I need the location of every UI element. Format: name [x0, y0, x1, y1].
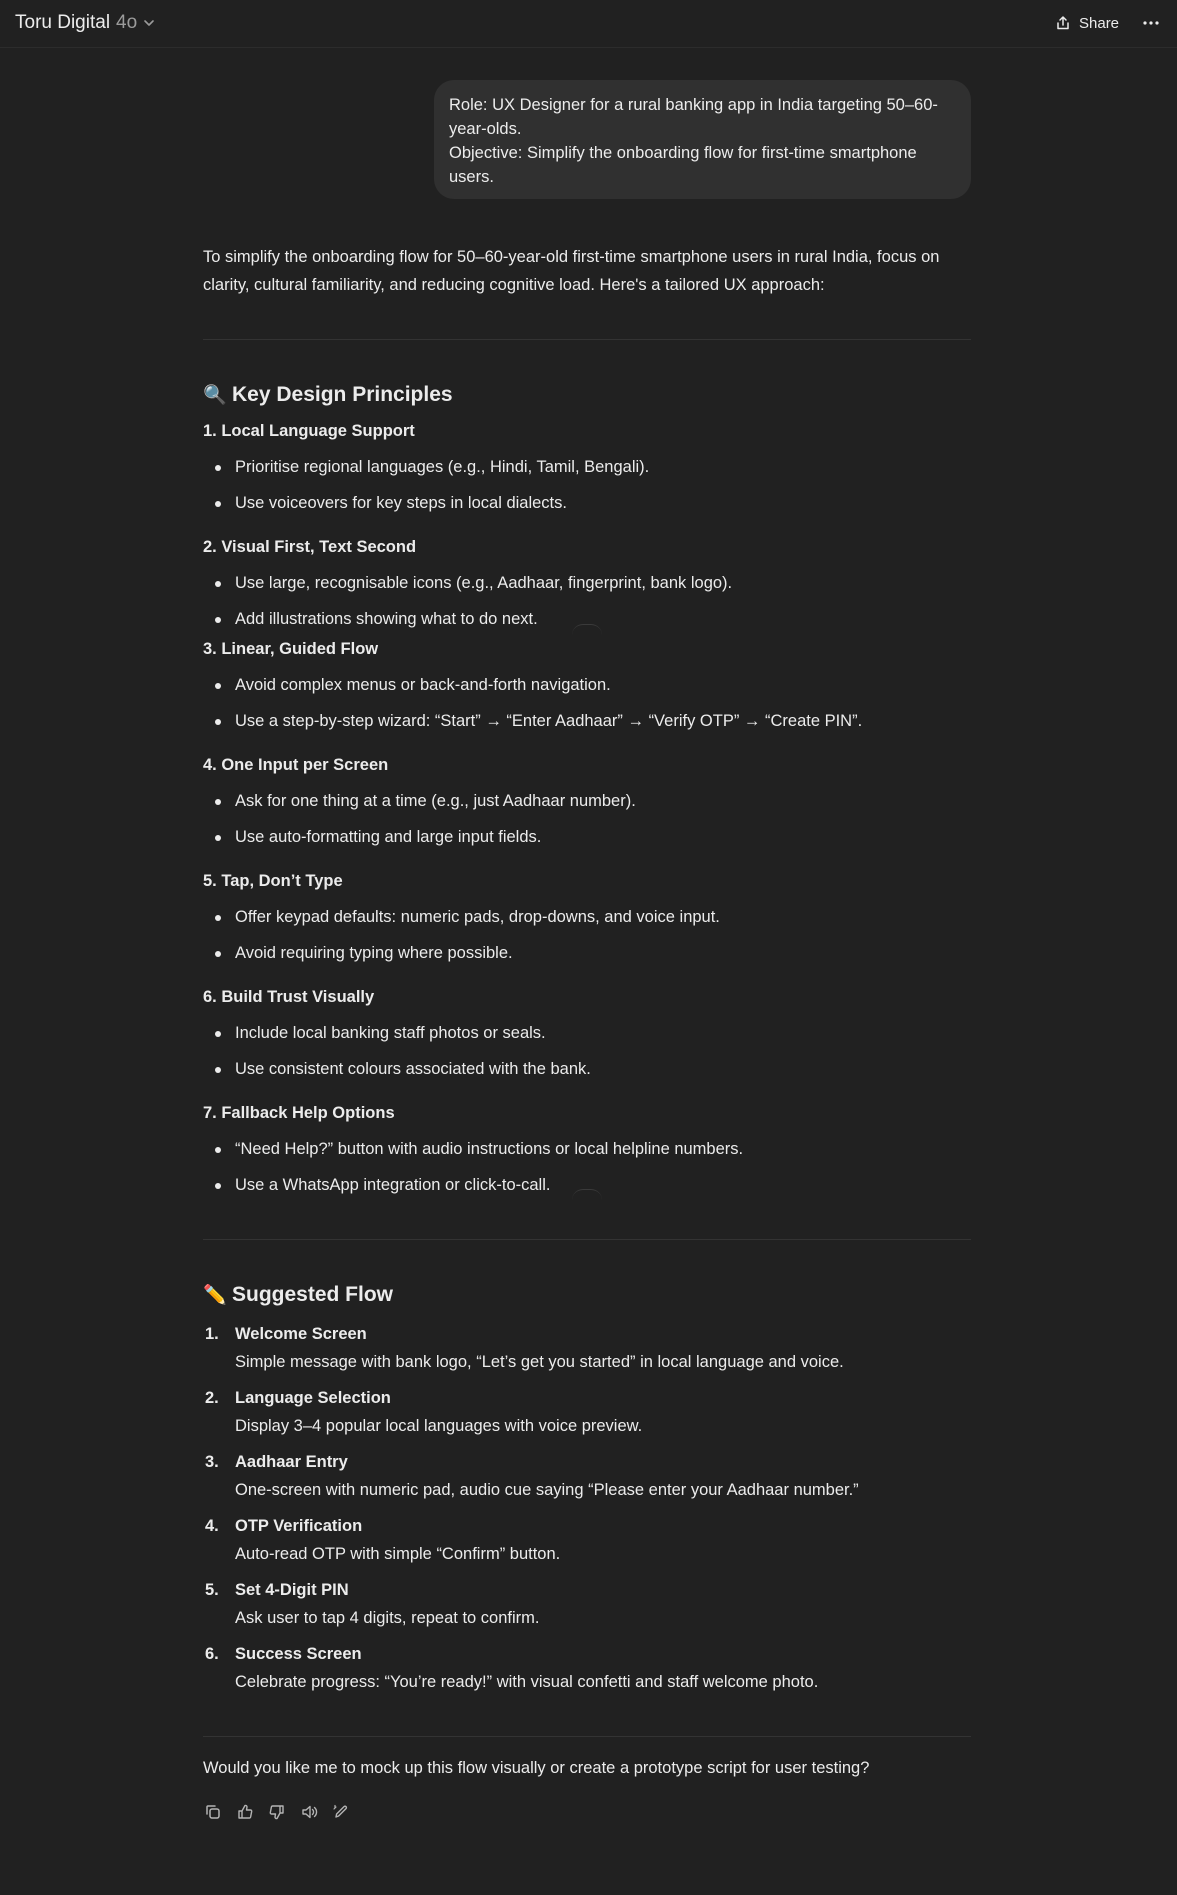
bullet-dot	[215, 501, 221, 507]
edit-icon	[332, 1803, 350, 1821]
principle-bullet-text: Use large, recognisable icons (e.g., Aadhaar, fingerprint, bank logo).	[235, 574, 733, 592]
flow-step-title: Welcome Screen	[235, 1325, 367, 1343]
flow-step-description: Simple message with bank logo, “Let’s get you started” in local language and voice.	[235, 1353, 844, 1371]
share-icon	[1055, 15, 1071, 31]
principle-bullet-text: Use a WhatsApp integration or click-to-call.	[235, 1176, 551, 1194]
principle-bullet	[235, 792, 636, 811]
bullet-dot	[215, 719, 221, 725]
app-name: Toru Digital	[15, 12, 111, 33]
flow-step-description: Display 3–4 popular local languages with voice preview.	[235, 1417, 643, 1435]
principle-bullet-text: Add illustrations showing what to do next.	[235, 610, 538, 628]
thumbs-down-button[interactable]	[267, 1802, 287, 1822]
flow-step-description: One-screen with numeric pad, audio cue saying “Please enter your Aadhaar number.”	[235, 1481, 859, 1499]
user-message-objective: Objective: Simplify the onboarding flow for first-time smartphone users.	[449, 144, 917, 186]
user-message-role: Role: UX Designer for a rural banking app in India targeting 50–60-year-olds.	[449, 96, 938, 138]
principle-bullet	[235, 676, 611, 695]
principle-bullet-text: Prioritise regional languages (e.g., Hindi, Tamil, Bengali).	[235, 458, 650, 476]
share-label: Share	[1079, 14, 1120, 32]
bullet-dot	[215, 617, 221, 623]
bullet-dot	[215, 835, 221, 841]
flow-step-title: Aadhaar Entry	[235, 1453, 348, 1471]
flow-step-title: Success Screen	[235, 1645, 362, 1663]
model-name: 4o	[116, 12, 138, 33]
principle-bullet-text: Ask for one thing at a time (e.g., just Aadhaar number).	[235, 792, 636, 810]
principle-title: 6. Build Trust Visually	[203, 988, 375, 1006]
flow-step-number: 2.	[205, 1389, 219, 1407]
principle-bullet	[235, 908, 720, 927]
bullet-dot	[215, 799, 221, 805]
bullet-dot	[215, 1183, 221, 1189]
thumbs-up-icon	[236, 1803, 254, 1821]
magnifier-emoji: 🔍	[203, 385, 227, 406]
flow-step-number: 6.	[205, 1645, 219, 1663]
divider	[203, 339, 971, 340]
copy-button[interactable]	[203, 1802, 223, 1822]
top-bar	[0, 0, 1177, 48]
principle-bullet	[235, 944, 513, 963]
principle-title: 1. Local Language Support	[203, 422, 415, 440]
principle-bullet	[235, 1060, 591, 1079]
principles-heading-text: Key Design Principles	[232, 383, 453, 406]
principle-bullet-text: Avoid requiring typing where possible.	[235, 944, 513, 962]
scroll-indicator	[572, 624, 602, 635]
bullet-dot	[215, 581, 221, 587]
principle-bullet	[235, 1176, 550, 1195]
flow-heading-text: Suggested Flow	[232, 1283, 394, 1306]
thumbs-down-icon	[268, 1803, 286, 1821]
divider	[203, 1239, 971, 1240]
principle-bullet-text: Use a step-by-step wizard: “Start” → “Enter Aadhaar” → “Verify OTP” → “Create PIN”.	[235, 712, 863, 730]
principle-bullet	[235, 828, 541, 847]
principle-title: 2. Visual First, Text Second	[203, 538, 417, 556]
principle-bullet	[235, 458, 649, 477]
flow-step-number: 5.	[205, 1581, 219, 1599]
bullet-dot	[215, 1147, 221, 1153]
flow-step-title: OTP Verification	[235, 1517, 363, 1535]
principle-bullet-text: Use voiceovers for key steps in local dialects.	[235, 494, 567, 512]
principle-title: 4. One Input per Screen	[203, 756, 389, 774]
principle-bullet-text: Avoid complex menus or back-and-forth navigation.	[235, 676, 611, 694]
flow-step-description: Ask user to tap 4 digits, repeat to confirm.	[235, 1609, 540, 1627]
flow-step-description: Auto-read OTP with simple “Confirm” button.	[235, 1545, 561, 1563]
thumbs-up-button[interactable]	[235, 1802, 255, 1822]
response-intro: To simplify the onboarding flow for 50–60-year-old first-time smartphone users in rural India, focus on clarity, cultural familiarity, and reducing cognitive load. Here's a tailored UX approach:	[203, 248, 940, 294]
principles-heading	[203, 383, 453, 407]
principle-bullet	[235, 574, 732, 593]
flow-step-number: 4.	[205, 1517, 219, 1535]
user-message-bubble	[434, 80, 971, 199]
divider	[203, 1736, 971, 1737]
bullet-dot	[215, 1067, 221, 1073]
copy-icon	[204, 1803, 222, 1821]
principle-bullet-text: “Need Help?” button with audio instructions or local helpline numbers.	[235, 1140, 744, 1158]
principle-bullet-text: Use consistent colours associated with the bank.	[235, 1060, 591, 1078]
flow-step-title: Set 4-Digit PIN	[235, 1581, 349, 1599]
bullet-dot	[215, 683, 221, 689]
principle-title: 7. Fallback Help Options	[203, 1104, 395, 1122]
speaker-icon	[300, 1803, 318, 1821]
ellipsis-icon	[1143, 21, 1159, 25]
bullet-dot	[215, 951, 221, 957]
share-button[interactable]	[1055, 10, 1119, 36]
principle-bullet	[235, 1140, 743, 1159]
principle-bullet	[235, 494, 567, 513]
model-switcher[interactable]	[15, 10, 155, 36]
flow-step-number: 3.	[205, 1453, 219, 1471]
principle-bullet-text: Include local banking staff photos or seals.	[235, 1024, 546, 1042]
principle-bullet-text: Use auto-formatting and large input fields.	[235, 828, 542, 846]
flow-step-description: Celebrate progress: “You’re ready!” with visual confetti and staff welcome photo.	[235, 1673, 819, 1691]
edit-button[interactable]	[331, 1802, 351, 1822]
principle-bullet	[235, 1024, 546, 1043]
response-closing: Would you like me to mock up this flow visually or create a prototype script for user testing?	[203, 1759, 870, 1777]
flow-heading	[203, 1283, 393, 1307]
principle-title: 5. Tap, Don’t Type	[203, 872, 343, 890]
pencil-emoji: ✏️	[203, 1285, 227, 1306]
chevron-down-icon	[143, 17, 155, 29]
bullet-dot	[215, 915, 221, 921]
message-actions	[203, 1802, 351, 1822]
principle-bullet	[235, 712, 862, 731]
principle-title: 3. Linear, Guided Flow	[203, 640, 379, 658]
read-aloud-button[interactable]	[299, 1802, 319, 1822]
scroll-indicator	[572, 1189, 602, 1200]
flow-step-title: Language Selection	[235, 1389, 391, 1407]
bullet-dot	[215, 465, 221, 471]
bullet-dot	[215, 1031, 221, 1037]
principle-bullet	[235, 610, 538, 629]
principle-bullet-text: Offer keypad defaults: numeric pads, drop-downs, and voice input.	[235, 908, 720, 926]
more-options-button[interactable]	[1139, 10, 1163, 36]
flow-step-number: 1.	[205, 1325, 219, 1343]
